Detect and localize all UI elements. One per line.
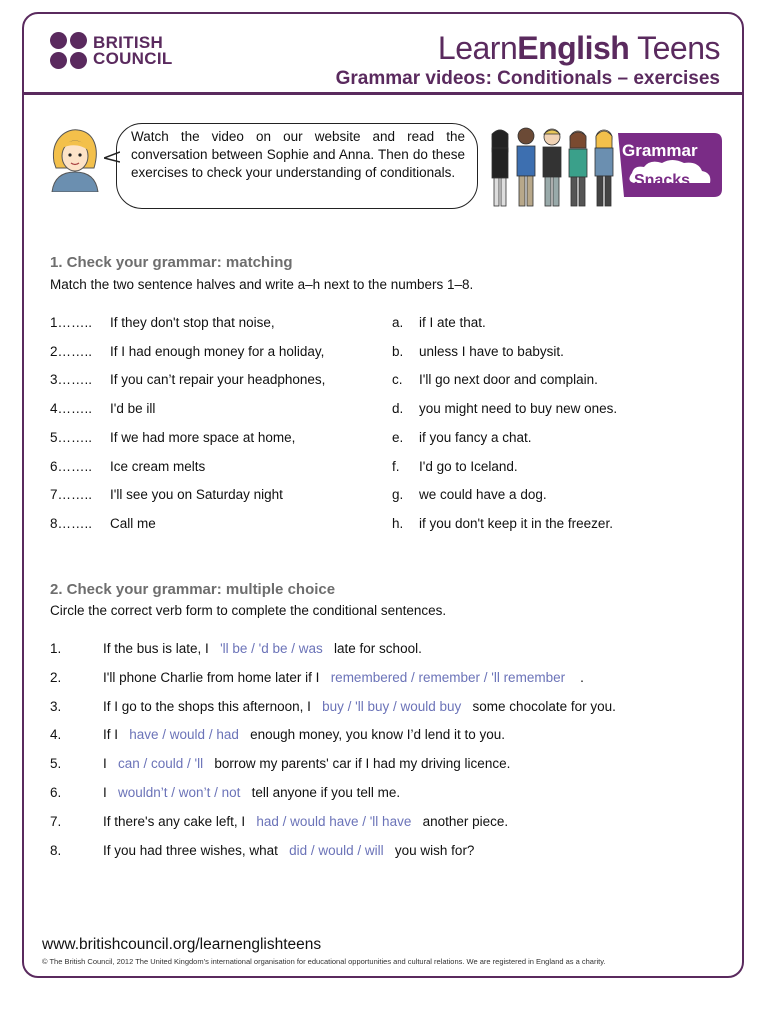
sentence-first-half: Ice cream melts [110,458,206,474]
mc-sentence-after: another piece. [411,813,509,829]
header-divider [24,92,744,95]
footer-copyright: © The British Council, 2012 The United Kingdom’s international organisation for educational opportunities and cultural relations. We are registered in England as a charity. [42,957,606,966]
matching-number: 4…….. [50,401,93,417]
section1-title: 1. Check your grammar: matching [50,254,293,271]
answer-letter: h. [392,515,404,531]
mc-sentence-before: If you had three wishes, what [103,842,290,858]
sentence-second-half: if you fancy a chat. [419,429,532,445]
mc-sentence [103,843,474,858]
sentence-first-half: Call me [110,515,156,531]
logo-line2: COUNCIL [93,48,173,68]
answer-letter: e. [392,429,404,445]
girl-avatar-icon [48,128,102,192]
sentence-first-half: If they don't stop that noise, [110,315,275,330]
mc-sentence-after: some chocolate for you. [461,698,616,714]
mc-sentence [103,727,505,742]
sentence-first-half: I'll see you on Saturday night [110,487,283,503]
mc-options[interactable]: have / would / had [129,727,239,743]
mc-sentence-after: you wish for? [383,842,475,858]
mc-number: 7. [50,813,62,829]
mc-sentence [103,756,510,771]
british-council-logo [50,32,173,69]
mc-number: 8. [50,842,62,858]
answer-letter: a. [392,315,404,330]
sentence-second-half: I'll go next door and complain. [419,372,598,388]
mc-sentence-before: If I [103,727,130,743]
section2-instruction: Circle the correct verb form to complete the conditional sentences. [50,603,447,618]
answer-letter: d. [392,401,404,417]
sentence-second-half: if you don't keep it in the freezer. [419,515,613,531]
sentence-second-half: I'd go to Iceland. [419,458,518,474]
answer-letter: c. [392,372,403,388]
mc-options[interactable]: 'll be / 'd be / was [220,641,323,656]
teens-group-icon [486,124,626,210]
mc-sentence-after: enough money, you know I’d lend it to you. [238,727,506,743]
sentence-second-half: you might need to buy new ones. [419,401,618,417]
logo-dots-icon [50,32,87,69]
sentence-first-half: If I had enough money for a holiday, [110,343,325,359]
intro-speech-bubble [116,123,478,209]
mc-options[interactable]: wouldn’t / won’t / not [118,785,241,800]
intro-text: Watch the video on our website and read the conversation between Sophie and Anna. Then do these exercises to check your understanding of conditionals. [131,129,465,180]
sentence-first-half: I'd be ill [110,401,156,417]
mc-sentence-after: tell anyone if you tell me. [240,785,401,800]
mc-options[interactable]: buy / 'll buy / would buy [322,698,462,714]
mc-sentence [103,641,422,656]
logo-line1: BRITISH [93,32,164,52]
mc-options[interactable]: can / could / 'll [118,756,204,772]
mc-number: 2. [50,669,62,685]
answer-letter: f. [392,458,400,474]
mc-sentence [103,814,508,829]
mc-options[interactable]: did / would / will [289,842,384,858]
mc-number: 6. [50,785,62,800]
matching-number: 5…….. [50,429,93,445]
mc-sentence-before: If the bus is late, I [103,641,221,656]
mc-sentence-after: . [565,669,584,685]
matching-number: 6…….. [50,458,93,474]
mc-number: 5. [50,756,62,772]
learnenglish-teens-brand [438,30,720,67]
matching-number: 8…….. [50,515,93,531]
section2-title: 2. Check your grammar: multiple choice [50,581,336,598]
matching-number: 3…….. [50,372,93,388]
mc-number: 3. [50,698,62,714]
mc-sentence-after: borrow my parents' car if I had my driving licence. [203,756,511,772]
mc-sentence-before: If there's any cake left, I [103,813,257,829]
sentence-second-half: unless I have to babysit. [419,343,564,359]
mc-sentence-after: late for school. [322,641,422,656]
sentence-second-half: if I ate that. [419,315,486,330]
badge-line2: Snacks [634,172,691,189]
answer-letter: g. [392,487,404,503]
mc-options[interactable]: remembered / remember / 'll remember [330,669,566,685]
mc-sentence-before: If I go to the shops this afternoon, I [103,698,323,714]
mc-sentence [103,670,584,685]
mc-number: 4. [50,727,62,743]
sentence-first-half: If you can’t repair your headphones, [110,372,326,388]
mc-sentence [103,699,616,714]
badge-line1: Grammar [622,141,698,160]
mc-number: 1. [50,641,62,656]
mc-sentence-before: I'll phone Charlie from home later if I [103,669,331,685]
brand-learn: Learn [437,30,518,66]
matching-number: 1…….. [50,315,93,330]
matching-number: 7…….. [50,487,93,503]
page-subtitle: Grammar videos: Conditionals – exercises [335,68,720,89]
sentence-second-half: we could have a dog. [419,487,547,503]
mc-sentence [103,785,400,800]
mc-options[interactable]: had / would have / 'll have [256,813,412,829]
footer-url[interactable]: www.britishcouncil.org/learnenglishteens [42,936,322,953]
mc-sentence-before: I [103,756,119,772]
brand-english: English [517,30,630,66]
answer-letter: b. [392,343,404,359]
sentence-first-half: If we had more space at home, [110,429,296,445]
matching-number: 2…….. [50,343,93,359]
mc-sentence-before: I [103,785,119,800]
brand-teens: Teens [629,30,720,66]
section1-instruction: Match the two sentence halves and write a–h next to the numbers 1–8. [50,277,474,292]
